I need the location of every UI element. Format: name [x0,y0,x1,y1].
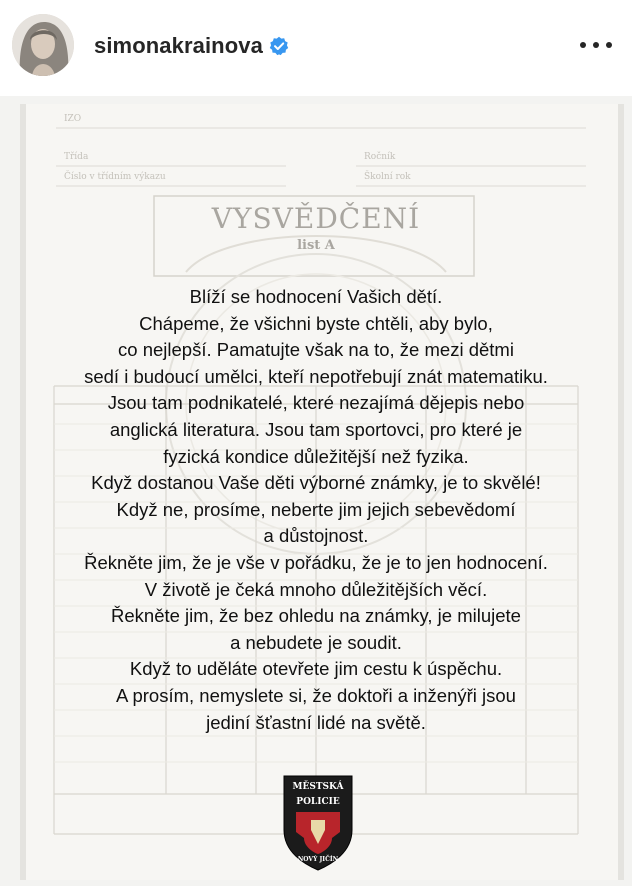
more-dot [580,42,586,48]
certificate-subtitle: list A [297,238,335,253]
message-line: fyzická kondice důležitější než fyzika. [163,445,469,467]
faint-label-izo: IZO [64,114,82,124]
message-line: Když to uděláte otevřete jim cestu k úspěchu. [129,658,503,680]
message-text [26,284,606,736]
message-line: Chápeme, že všichni byste chtěli, aby bylo, [139,312,493,334]
message-line: Jsou tam podnikatelé, které nezajímá dějepis nebo [107,392,525,414]
verified-badge-icon [269,36,289,56]
message-line: Když dostanou Vaše děti výborné známky, je to skvělé! [91,472,541,494]
badge-line-2: POLICIE [296,797,340,807]
more-options-icon[interactable] [580,38,612,52]
badge-line-1: MĚSTSKÁ [292,782,344,792]
faint-label-trida: Třída [64,152,89,162]
message-line: Když ne, prosíme, neberte jim jejich sebevědomí [116,498,516,520]
username[interactable]: simonakrainova [94,33,263,58]
profile-avatar[interactable] [12,14,74,76]
username-row [94,33,289,59]
message-line: Řekněte jim, že bez ohledu na známky, je milujete [111,605,521,627]
message-line: Řekněte jim, že je vše v pořádku, že je to jen hodnocení. [84,551,548,573]
message-line: V životě je čeká mnoho důležitějších věcí. [144,578,488,600]
message-line: Blíží se hodnocení Vašich dětí. [189,286,443,307]
certificate-title: VYSVĚDČENÍ [211,202,421,235]
faint-label-cislo: Číslo v třídním výkazu [64,172,166,182]
avatar-photo [12,14,74,76]
faint-label-rocnik: Ročník [364,152,396,162]
message-line: sedí i budoucí umělci, kteří nepotřebují znát matematiku. [84,365,548,387]
message-line: jediní šťastní lidé na světě. [206,711,426,733]
faint-label-skolni-rok: Školní rok [364,172,411,182]
message-line: anglická literatura. Jsou tam sportovci, pro které je [109,418,523,440]
post-image[interactable] [0,96,632,886]
message-line: A prosím, nemyslete si, že doktoři a inženýři jsou [116,684,516,706]
message-line: a důstojnost. [263,525,369,547]
more-dot [606,42,612,48]
message-line: co nejlepší. Pamatujte však na to, že mezi dětmi [118,339,514,361]
badge-line-3: NOVÝ JIČÍN [297,856,339,863]
certificate-document [20,104,624,880]
police-badge [280,772,356,872]
more-dot [593,42,599,48]
message-line: a nebudete je soudit. [230,631,402,653]
post-header [0,0,632,96]
